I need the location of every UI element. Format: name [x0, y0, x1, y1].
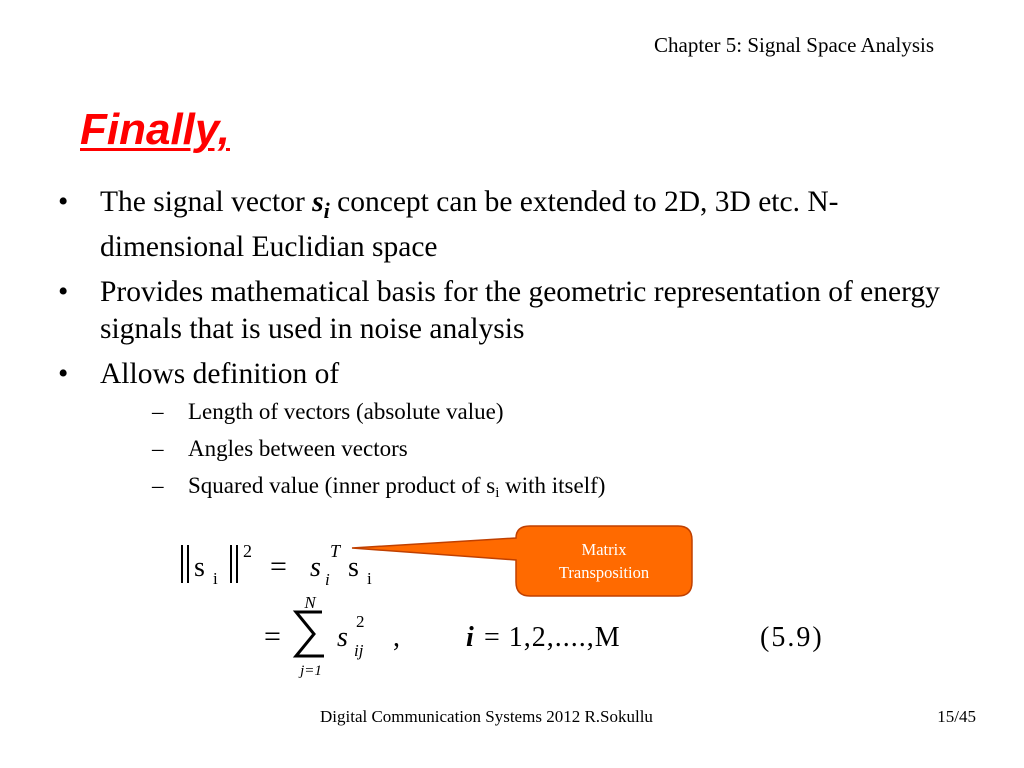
bullet-text-pre: The signal vector [100, 186, 313, 218]
sub-text: Angles between vectors [188, 436, 408, 461]
sub-text: Length of vectors (absolute value) [188, 399, 504, 424]
equals-sign-2: = [264, 620, 281, 653]
slide-title: Finally, [80, 105, 230, 154]
footer-course: Digital Communication Systems 2012 R.Sokullu [320, 707, 653, 726]
sub-marker: – [152, 399, 164, 424]
bullet-marker: • [58, 276, 69, 308]
sub-text: Squared value (inner product of $s_i$ with itself) [188, 473, 606, 501]
summation-icon [296, 612, 324, 656]
sum-term-subscript: ij [354, 641, 364, 660]
index-i: i [466, 622, 474, 653]
bullet-marker: • [58, 358, 69, 390]
sub-marker: – [152, 436, 164, 461]
callout-line-1: Matrix [581, 540, 627, 559]
chapter-header: Chapter 5: Signal Space Analysis [654, 33, 934, 57]
sum-upper-limit: N [304, 593, 316, 612]
norm-exponent: 2 [243, 541, 252, 561]
rhs-s-subscript: i [367, 569, 372, 588]
norm-s: s [194, 552, 205, 583]
sub-marker: – [152, 473, 164, 498]
transpose-s-subscript: i [325, 570, 330, 589]
index-range: = 1,2,....,M [484, 622, 621, 653]
sum-lower-limit: j=1 [300, 663, 322, 679]
callout-line-2: Transposition [558, 563, 650, 582]
equation-number: (5.9) [760, 622, 824, 653]
rhs-s: s [348, 552, 359, 583]
equation-line-2 [264, 593, 824, 679]
bullet-marker: • [58, 186, 69, 218]
norm-s-subscript: i [213, 569, 218, 588]
bullet-text: Allows definition of [100, 358, 340, 390]
footer-page-number: 15/45 [937, 707, 976, 726]
equation-comma: , [393, 622, 400, 653]
transpose-superscript: T [330, 541, 341, 561]
equation-line-1 [182, 541, 372, 589]
callout-label [516, 538, 692, 584]
sum-term-s: s [337, 622, 348, 653]
signal-vector-symbol: $s_i$ [312, 186, 330, 223]
sum-term-exponent: 2 [356, 612, 365, 631]
transpose-s: s [310, 552, 321, 583]
bullet-text-post: concept can be extended to 2D, 3D etc. N-dimensional Euclidian space [100, 186, 839, 263]
bullet-text: Provides mathematical basis for the geometric representation of energy signals that is used in noise analysis [100, 276, 940, 345]
equals-sign-1: = [270, 550, 287, 583]
